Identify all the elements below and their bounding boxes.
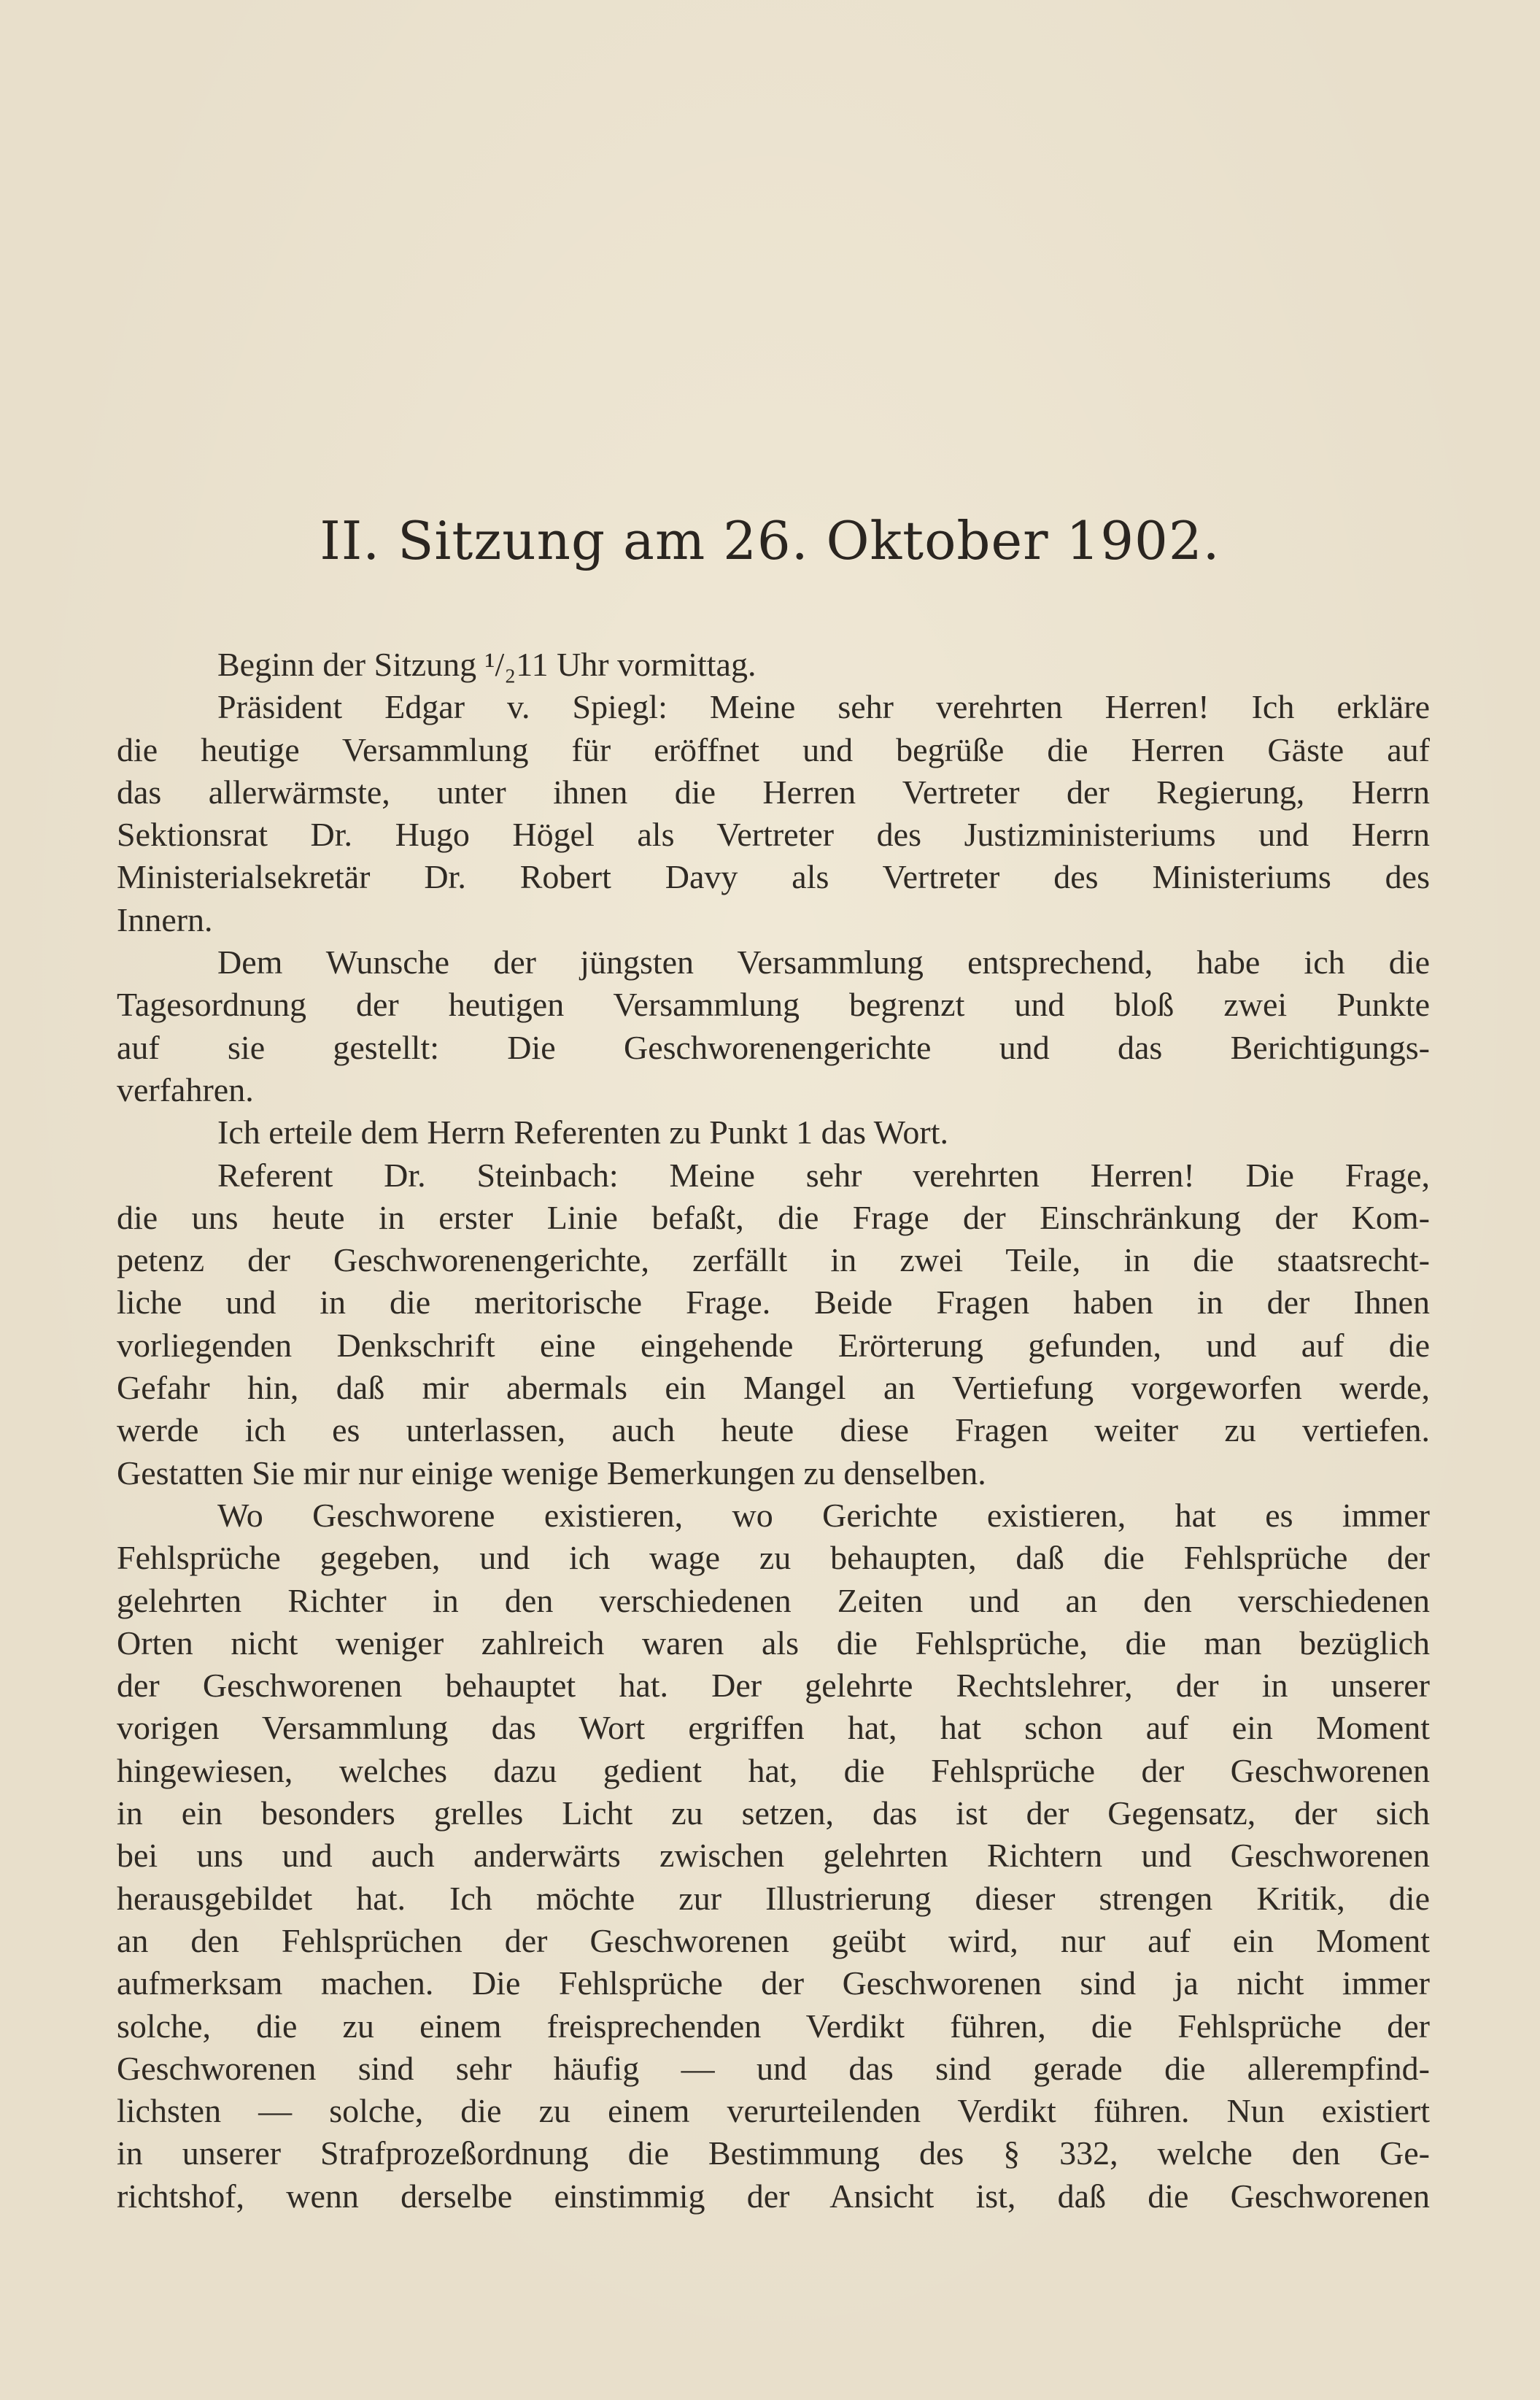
- text-line: bei uns und auch anderwärts zwischen gelehrten Richtern und Geschworenen: [117, 1837, 1430, 1875]
- text-line: Geschworenen sind sehr häufig — und das sind gerade die allerempfind-: [117, 2049, 1430, 2087]
- text-line: verfahren.: [117, 1070, 254, 1108]
- text-line: Gefahr hin, daß mir abermals ein Mangel an Vertiefung vorgeworfen werde,: [117, 1369, 1430, 1407]
- text-line: lichsten — solche, die zu einem verurteilenden Verdikt führen. Nun existiert: [117, 2092, 1430, 2130]
- text-line: die heutige Versammlung für eröffnet und begrüße die Herren Gäste auf: [117, 730, 1430, 768]
- text-line: Orten nicht weniger zahlreich waren als die Fehlsprüche, die man bezüglich: [117, 1624, 1430, 1662]
- text-line: in unserer Strafprozeßordnung die Bestimmung des § 332, welche den Ge-: [117, 2134, 1430, 2172]
- text-line: Sektionsrat Dr. Hugo Högel als Vertreter des Justizministeriums und Herrn: [117, 816, 1430, 854]
- text-line: das allerwärmste, unter ihnen die Herren Vertreter der Regierung, Herrn: [117, 773, 1430, 811]
- text-line: Ministerialsekretär Dr. Robert Davy als Vertreter des Ministeriums des: [117, 858, 1430, 896]
- text-line: Innern.: [117, 900, 213, 938]
- text-line: Referent Dr. Steinbach: Meine sehr verehrten Herren! Die Frage,: [217, 1156, 1430, 1194]
- text-line: solche, die zu einem freisprechenden Verdikt führen, die Fehlsprüche der: [117, 2007, 1430, 2045]
- text-line: aufmerksam machen. Die Fehlsprüche der Geschworenen sind ja nicht immer: [117, 1964, 1430, 2002]
- text-line: herausgebildet hat. Ich möchte zur Illustrierung dieser strengen Kritik, die: [117, 1879, 1430, 1917]
- text-line: Präsident Edgar v. Spiegl: Meine sehr verehrten Herren! Ich erkläre: [217, 688, 1430, 726]
- text-line: der Geschworenen behauptet hat. Der gelehrte Rechtslehrer, der in unserer: [117, 1667, 1430, 1705]
- page-title: II. Sitzung am 26. Oktober 1902.: [320, 510, 1220, 571]
- body-text: [117, 644, 1430, 2218]
- text-line: Gestatten Sie mir nur einige wenige Bemerkungen zu denselben.: [117, 1454, 986, 1492]
- text-line: gelehrten Richter in den verschiedenen Zeiten und an den verschiedenen: [117, 1581, 1430, 1619]
- text-line: vorliegenden Denkschrift eine eingehende Erörterung gefunden, und auf die: [117, 1326, 1430, 1364]
- text-line: Tagesordnung der heutigen Versammlung begrenzt und bloß zwei Punkte: [117, 986, 1430, 1024]
- text-line: richtshof, wenn derselbe einstimmig der Ansicht ist, daß die Geschworenen: [117, 2177, 1430, 2215]
- text-line: auf sie gestellt: Die Geschworenengerichte und das Berichtigungs-: [117, 1028, 1430, 1066]
- text-line: Beginn der Sitzung ¹/₂11 Uhr vormittag.: [217, 646, 757, 683]
- text-line: Wo Geschworene existieren, wo Gerichte existieren, hat es immer: [217, 1496, 1430, 1534]
- text-line: liche und in die meritorische Frage. Beide Fragen haben in der Ihnen: [117, 1284, 1430, 1321]
- text-line: an den Fehlsprüchen der Geschworenen geübt wird, nur auf ein Moment: [117, 1921, 1430, 1959]
- text-line: Dem Wunsche der jüngsten Versammlung entsprechend, habe ich die: [217, 944, 1430, 981]
- text-line: in ein besonders grelles Licht zu setzen, das ist der Gegensatz, der sich: [117, 1794, 1430, 1832]
- text-line: Fehlsprüche gegeben, und ich wage zu behaupten, daß die Fehlsprüche der: [117, 1539, 1430, 1577]
- text-line: vorigen Versammlung das Wort ergriffen hat, hat schon auf ein Moment: [117, 1709, 1430, 1747]
- text-line: hingewiesen, welches dazu gedient hat, die Fehlsprüche der Geschworenen: [117, 1751, 1430, 1789]
- text-line: Ich erteile dem Herrn Referenten zu Punkt 1 das Wort.: [217, 1114, 948, 1151]
- text-line: petenz der Geschworenengerichte, zerfällt in zwei Teile, in die staatsrecht-: [117, 1241, 1430, 1279]
- text-line: die uns heute in erster Linie befaßt, die Frage der Einschränkung der Kom-: [117, 1198, 1430, 1236]
- text-line: werde ich es unterlassen, auch heute diese Fragen weiter zu vertiefen.: [117, 1411, 1430, 1449]
